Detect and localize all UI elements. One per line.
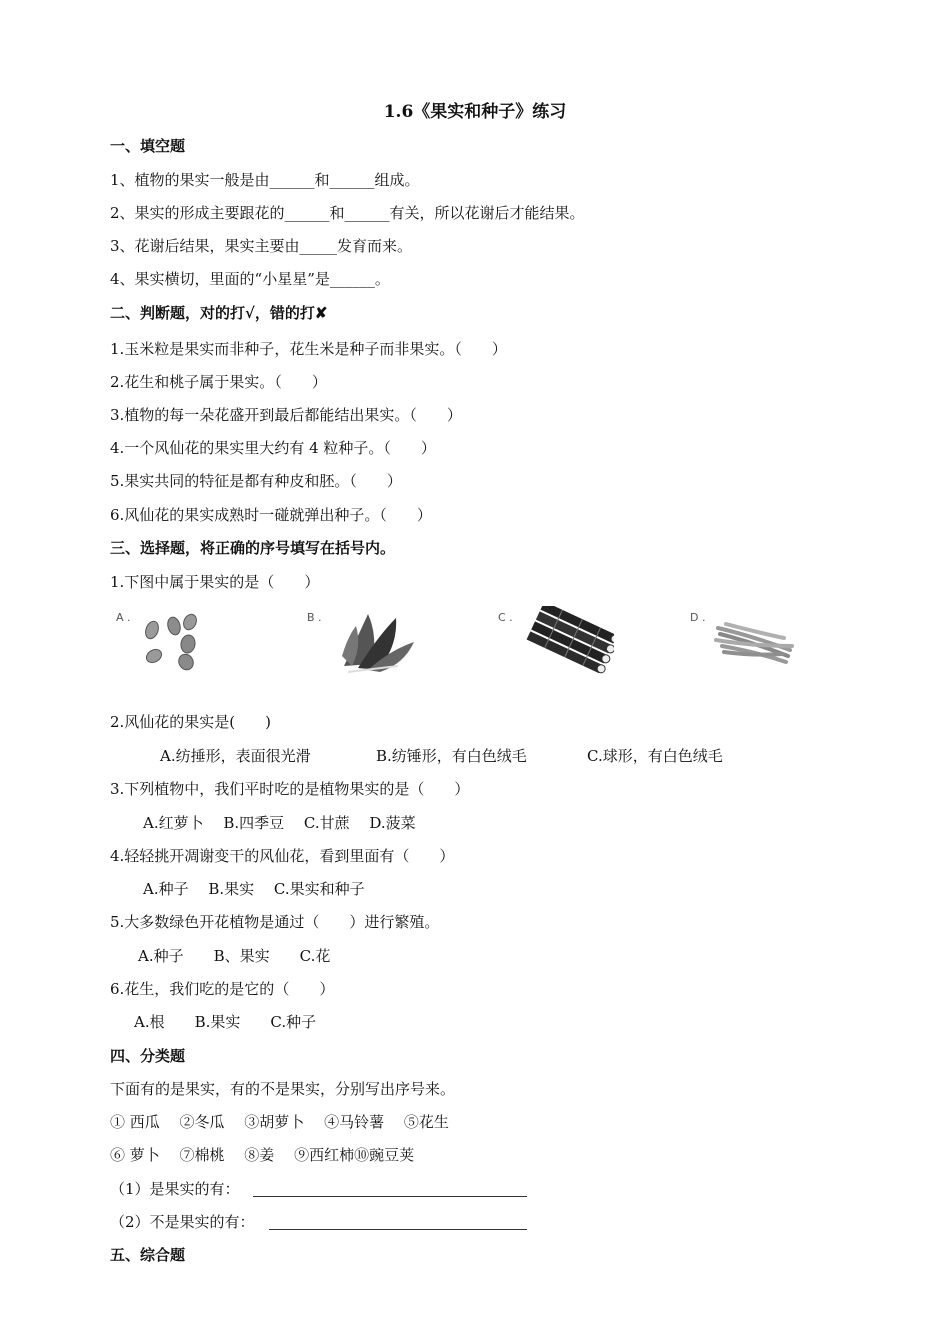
choice-question-3: 3.下列植物中，我们平时吃的是植物果实的是（ ） xyxy=(110,780,470,798)
classify-row-2: ⑥ 萝卜 ⑦棉桃 ⑧姜 ⑨西红柿⑩豌豆荚 xyxy=(110,1146,415,1164)
page-title: 1.6《果实和种子》练习 xyxy=(383,102,567,122)
choice-question-4: 4.轻轻挑开凋谢变干的风仙花，看到里面有（ ） xyxy=(110,847,455,865)
q3-options: A.红萝卜 B.四季豆 C.甘蔗 D.菠菜 xyxy=(143,814,416,832)
judge-item-5: 5.果实共同的特征是都有种皮和胚。（ ） xyxy=(110,472,402,490)
option-d-label: D . xyxy=(690,611,706,624)
q5-options: A.种子 B、果实 C.花 xyxy=(138,947,331,965)
fill-question-2: 2、果实的形成主要跟花的______和______有关，所以花谢后才能结果。 xyxy=(110,204,585,222)
green-beans-image xyxy=(712,606,796,676)
answer-not-fruit-label: （2）不是果实的有： xyxy=(110,1213,255,1231)
q2-option-c: C.球形，有白色绒毛 xyxy=(587,747,723,765)
answer-fruit-label: （1）是果实的有： xyxy=(110,1180,240,1198)
judge-item-4: 4.一个风仙花的果实里大约有 4 粒种子。（ ） xyxy=(110,439,436,457)
classify-row-1: ① 西瓜 ②冬瓜 ③胡萝卜 ④马铃薯 ⑤花生 xyxy=(110,1113,449,1131)
option-a-label: A . xyxy=(116,611,131,624)
choice-question-6: 6.花生，我们吃的是它的（ ） xyxy=(110,980,335,998)
section3-heading: 三、选择题，将正确的序号填写在括号内。 xyxy=(110,539,396,557)
judge-item-6: 6.风仙花的果实成熟时一碰就弹出种子。（ ） xyxy=(110,506,432,524)
answer-fruit-line xyxy=(253,1196,527,1197)
sugarcane-image xyxy=(526,606,614,676)
choice-question-1: 1.下图中属于果实的是（ ） xyxy=(110,573,320,591)
seeds-image xyxy=(136,606,206,676)
q2-option-b: B.纺锤形，有白色绒毛 xyxy=(376,747,527,765)
section4-heading: 四、分类题 xyxy=(110,1047,186,1065)
section5-heading: 五、综合题 xyxy=(110,1246,186,1264)
option-b-label: B . xyxy=(307,611,322,624)
q4-options: A.种子 B.果实 C.果实和种子 xyxy=(143,880,365,898)
option-c-label: C . xyxy=(498,611,513,624)
fill-question-4: 4、果实横切，里面的“小星星”是______。 xyxy=(110,270,390,288)
q2-option-a: A.纺捶形，表面很光滑 xyxy=(160,747,311,765)
choice-question-2: 2.风仙花的果实是( ) xyxy=(110,713,272,731)
judge-item-1: 1.玉米粒是果实而非种子，花生米是种子而非果实。（ ） xyxy=(110,340,507,358)
spinach-image xyxy=(338,606,418,676)
answer-not-fruit-line xyxy=(269,1229,527,1230)
judge-item-3: 3.植物的每一朵花盛开到最后都能结出果实。（ ） xyxy=(110,406,462,424)
section1-heading: 一、填空题 xyxy=(110,137,186,155)
section2-heading: 二、判断题，对的打√，错的打✘ xyxy=(110,304,328,322)
choice-question-5: 5.大多数绿色开花植物是通过（ ）进行繁殖。 xyxy=(110,913,440,931)
classify-intro: 下面有的是果实，有的不是果实，分别写出序号来。 xyxy=(110,1080,456,1098)
fill-question-1: 1、植物的果实一般是由______和______组成。 xyxy=(110,171,420,189)
judge-item-2: 2.花生和桃子属于果实。（ ） xyxy=(110,373,327,391)
q6-options: A.根 B.果实 C.种子 xyxy=(134,1013,317,1031)
fill-question-3: 3、花谢后结果，果实主要由_____发育而来。 xyxy=(110,237,413,255)
